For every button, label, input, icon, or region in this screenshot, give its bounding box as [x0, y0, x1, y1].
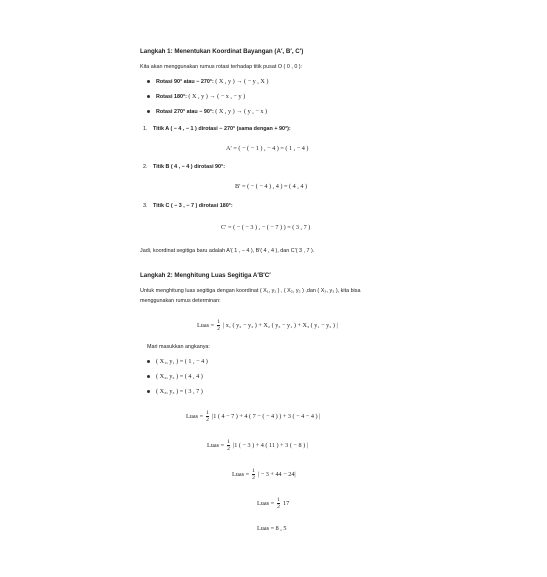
fraction-denominator: 2	[227, 446, 230, 452]
step1-conclusion: Jadi, koordinat segitiga baru adalah A′( 1 , − 4 ), B′( 4 , 4 ), dan C′( 3 , 7 ).	[140, 248, 315, 254]
point-result-2: B′ = ( − ( − 4 ) , 4 ) = ( 4 , 4 )	[235, 183, 308, 190]
fraction-numerator: 1	[217, 319, 220, 325]
final-result: Luas = 8 , 5	[257, 525, 287, 532]
bullet-icon	[147, 375, 150, 378]
step1-heading: Langkah 1: Menentukan Koordinat Bayangan (A′, B′, C′)	[140, 48, 304, 55]
point-number: 1.	[143, 126, 148, 132]
calc-rhs: 17	[282, 499, 290, 507]
calc-rhs: |1 ( 4 − 7 ) + 4 ( 7 − ( − 4 ) ) + 3 ( − 4 − 4 ) |	[211, 412, 321, 420]
fraction-denominator: 2	[217, 326, 220, 332]
bullet-icon	[147, 360, 150, 363]
calc-lhs: Luas =	[186, 412, 204, 420]
point-result-1: A′ = ( − ( − 1 ) , − 4 ) = ( 1 , − 4 )	[226, 145, 309, 152]
rule-label: Rotasi 180°:	[156, 94, 187, 100]
fraction-denominator: 2	[277, 504, 280, 510]
point-result-3: C′ = ( − ( − 3 ) , − ( − 7 ) ) = ( 3 , 7 )	[221, 224, 311, 231]
calc-lhs: Luas =	[232, 470, 250, 478]
value-text: ( X₁, y₁ ) = ( 1 , − 4 )	[156, 358, 208, 365]
rule-formula: ( X , y ) → ( − x , − y )	[188, 93, 246, 100]
bullet-icon	[147, 95, 150, 98]
point-item-1	[143, 126, 291, 132]
fraction-half	[252, 468, 256, 481]
substitution-label: Mari masukkan angkanya:	[147, 344, 210, 350]
rule-formula: ( X , y ) → ( − y , X )	[215, 78, 269, 85]
area-formula	[197, 319, 338, 332]
point-item-2	[143, 164, 225, 170]
fraction-numerator: 1	[277, 497, 280, 503]
step2-intro-line1: Untuk menghitung luas segitiga dengan koordinat ( X₁, y₁ ) , ( X₂, y₂ ) ,dan ( X₃, y₃ ), kita bisa	[140, 288, 361, 294]
rule-label: Rotasi 90° atau − 270°:	[156, 79, 214, 85]
fraction-half	[217, 319, 221, 332]
calc-lhs: Luas =	[257, 499, 275, 507]
point-number: 2.	[143, 164, 148, 170]
calc-line-1	[186, 410, 320, 423]
step2-heading: Langkah 2: Menghitung Luas Segitiga A′B′C′	[140, 272, 271, 279]
bullet-icon	[147, 80, 150, 83]
point-text: Titik A ( − 4 , − 1 ) dirotasi − 270° (sama dengan + 90°):	[153, 126, 291, 132]
rule-item-3	[147, 108, 267, 115]
calc-line-3	[232, 468, 296, 481]
calc-lhs: Luas =	[207, 441, 225, 449]
bullet-icon	[147, 110, 150, 113]
rule-label: Rotasi 270° atau − 90°:	[156, 109, 214, 115]
fraction-numerator: 1	[227, 439, 230, 445]
step1-intro: Kita akan menggunakan rumus rotasi terhadap titik pusat O ( 0 , 0 ):	[140, 64, 303, 70]
value-text: ( X₂, y₂ ) = ( 4 , 4 )	[156, 373, 203, 380]
calc-line-4	[257, 497, 289, 510]
point-text: Titik C ( − 3 , − 7 ) dirotasi 180°:	[153, 203, 233, 209]
rule-item-1	[147, 78, 268, 85]
point-item-3	[143, 203, 233, 209]
value-text: ( X₃, y₃ ) = ( 3 , 7 )	[156, 388, 203, 395]
fraction-denominator: 2	[206, 417, 209, 423]
formula-rhs: | x₁ ( y₂ − y₃ ) + X₂ ( y₃ − y₁ ) + X₃ ( y₁ − y₂ ) |	[222, 321, 338, 329]
fraction-numerator: 1	[252, 468, 255, 474]
rule-item-2	[147, 93, 245, 100]
value-item-1	[147, 358, 208, 365]
calc-rhs: | − 3 + 44 − 24|	[257, 470, 296, 478]
point-text: Titik B ( 4 , − 4 ) dirotasi 90°:	[153, 164, 226, 170]
fraction-numerator: 1	[206, 410, 209, 416]
fraction-half	[277, 497, 281, 510]
fraction-half	[227, 439, 231, 452]
calc-line-2	[207, 439, 308, 452]
bullet-icon	[147, 390, 150, 393]
fraction-half	[206, 410, 210, 423]
fraction-denominator: 2	[252, 475, 255, 481]
rule-formula: ( X , y ) → ( y , − x )	[215, 108, 268, 115]
calc-rhs: |1 ( − 3 ) + 4 ( 11 ) + 3 ( − 8 ) |	[232, 441, 308, 449]
value-item-2	[147, 373, 203, 380]
value-item-3	[147, 388, 203, 395]
point-number: 3.	[143, 203, 148, 209]
step2-intro-line2: menggunakan rumus determinan:	[140, 298, 221, 304]
formula-lhs: Luas =	[197, 321, 215, 329]
